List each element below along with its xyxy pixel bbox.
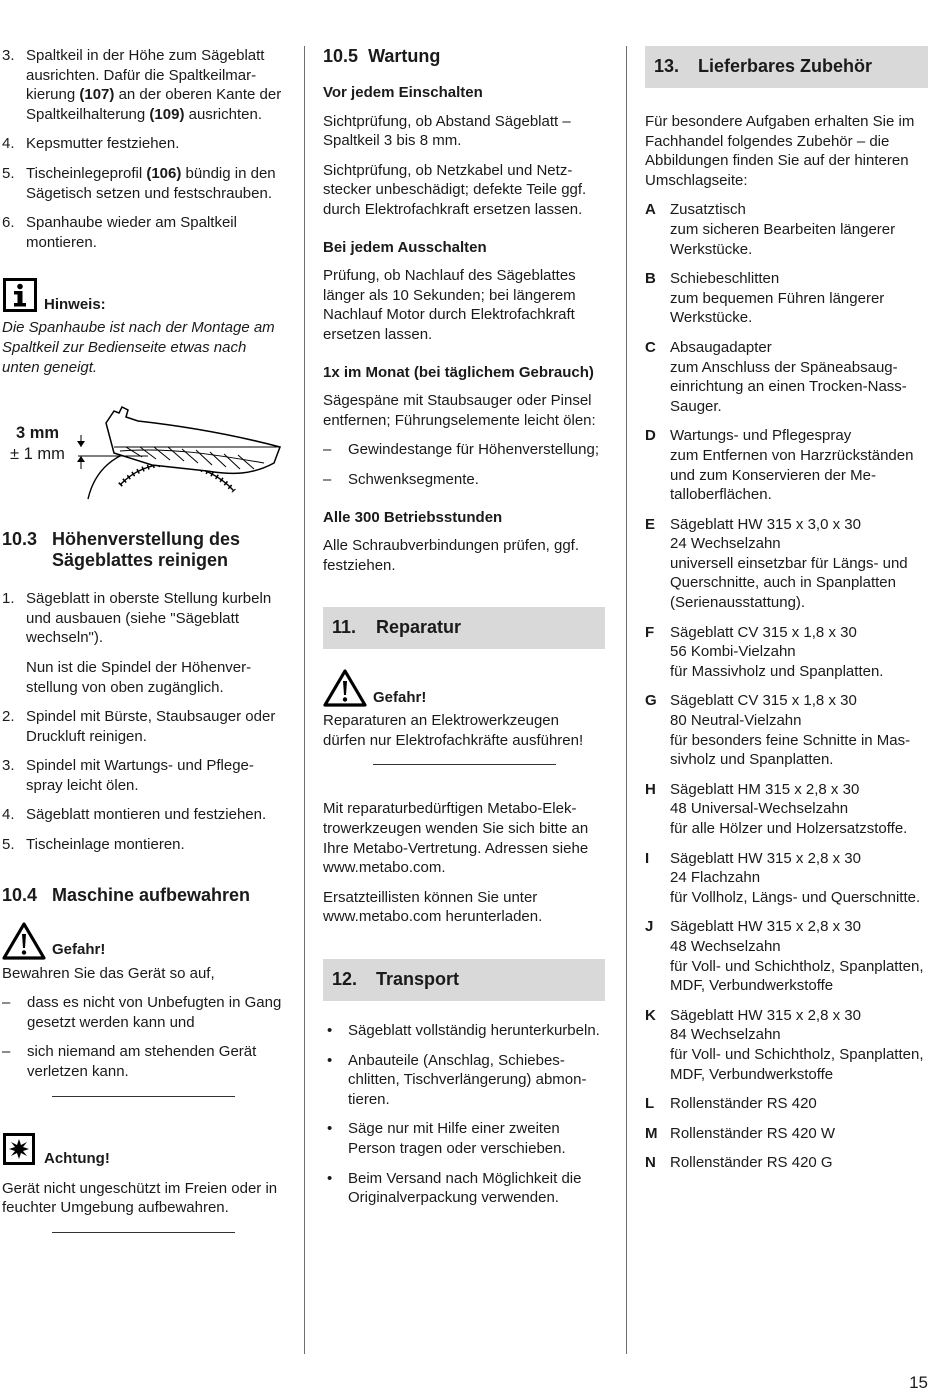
accessory-letter: A (645, 201, 656, 219)
caution-text: Gerät nicht ungeschützt im Freien oder in feuchter Umgebung aufbewahren. (2, 1179, 278, 1217)
accessory-item (645, 515, 928, 613)
spanhaube-figure (2, 403, 284, 501)
accessory-line: 84 Wechselzahn (670, 1026, 781, 1044)
figure-label-tolerance: ± 1 mm (10, 445, 65, 464)
section-heading-12: 12. Transport (323, 959, 605, 1001)
danger-heading: Gefahr! (323, 669, 605, 707)
accessory-line: 24 Flachzahn (670, 869, 761, 887)
accessory-item (645, 691, 928, 769)
section-heading-13: 13. Lieferbares Zubehör (645, 46, 928, 88)
accessory-line: zum Entfernen von Harzrückständen und zum Konservieren der Metalloberflächen. (670, 446, 914, 504)
column-right (645, 46, 928, 1183)
subheading-after-stop: Bei jedem Ausschalten (323, 238, 487, 256)
dash-item: – dass es nicht von Unbefugten in Gang gesetzt werden kann und (2, 994, 282, 1031)
accessory-item (645, 1153, 928, 1173)
accessory-list (645, 200, 928, 1173)
accessory-line: 48 Universal-Wechselzahn (670, 800, 849, 818)
column-divider-2 (626, 46, 627, 1354)
subheading-before-start: Vor jedem Einschalten (323, 84, 483, 101)
accessory-line: Sägeblatt HW 315 x 2,8 x 30 (670, 918, 861, 936)
caution-heading: Achtung! (2, 1133, 284, 1165)
bullet-item: • Sägeblatt vollständig herunterkurbeln. (327, 1022, 600, 1040)
accessory-item (645, 200, 928, 259)
accessory-line: für besonders feine Schnitte in Massivholz und Spanplatten. (670, 731, 911, 769)
accessory-line: Rollenständer RS 420 G (670, 1154, 833, 1172)
info-icon (3, 278, 37, 312)
accessory-line: Zusatztisch (670, 201, 746, 219)
accessory-item (645, 338, 928, 416)
accessory-line: Schiebeschlitten (670, 270, 780, 288)
warning-triangle-icon (323, 669, 367, 707)
accessory-letter: F (645, 623, 655, 641)
accessory-letter: L (645, 1095, 655, 1113)
step-item: 4. Kepsmutter festziehen. (2, 135, 180, 153)
accessory-intro: Für besondere Aufgaben erhalten Sie im Fachhandel folgendes Zubehör – die Abbildungen finden Sie auf der hinteren Umschlagseite: (645, 113, 915, 189)
accessory-letter: G (645, 692, 657, 710)
column-divider-1 (304, 46, 305, 1354)
step-item: 3. Spindel mit Wartungs- und Pflegespray leicht ölen. (2, 757, 254, 794)
accessory-line: für alle Hölzer und Holzersatzstoffe. (670, 820, 908, 837)
dash-item: – Schwenksegmente. (323, 470, 479, 488)
accessory-line: universell einsetzbar für Längs- und Querschnitte, auch in Spanplatten (Serienausstattung). (670, 554, 908, 612)
accessory-item (645, 780, 928, 839)
accessory-item (645, 917, 928, 995)
section-heading-10-4: 10.4 Maschine aufbewahren (2, 884, 251, 905)
dash-item: – sich niemand am stehenden Gerät verletzen kann. (2, 1043, 257, 1081)
accessory-line: Sägeblatt CV 315 x 1,8 x 30 (670, 692, 857, 710)
accessory-line: Sägeblatt HW 315 x 2,8 x 30 (670, 849, 861, 867)
accessory-line: 80 Neutral-Vielzahn (670, 712, 802, 730)
page-number: 15 (909, 1373, 928, 1392)
note-text: Die Spanhaube ist nach der Montage am Spaltkeil zur Bedienseite etwas nach unten geneigt. (2, 319, 275, 376)
accessory-line: Sägeblatt HM 315 x 2,8 x 30 (670, 780, 860, 798)
accessory-line: Sägeblatt HW 315 x 3,0 x 30 (670, 515, 861, 533)
accessory-item (645, 1006, 928, 1084)
accessory-letter: B (645, 270, 656, 288)
section-heading-11: 11. Reparatur (323, 607, 605, 649)
accessory-line: 24 Wechselzahn (670, 535, 781, 553)
subheading-300-hours: Alle 300 Betriebsstunden (323, 508, 503, 526)
accessory-letter: M (645, 1124, 658, 1142)
accessory-letter: I (645, 849, 650, 867)
accessory-line: Sägeblatt HW 315 x 2,8 x 30 (670, 1006, 861, 1024)
accessory-line: Absaugadapter (670, 338, 772, 356)
accessory-item (645, 426, 928, 504)
accessory-line: für Voll- und Schichtholz, Spanplatten, MDF, Verbundwerkstoffe (670, 1045, 924, 1083)
step-item: 3. Spaltkeil in der Höhe zum Sägeblatt ausrichten. Dafür die Spaltkeilmarkierung (107) an der oberen Kante der Spaltkeilhalterung (109) ausrichten. (2, 47, 282, 123)
accessory-item (645, 849, 928, 908)
accessory-letter: N (645, 1154, 656, 1172)
storage-intro: Bewahren Sie das Gerät so auf, (2, 964, 215, 982)
accessory-line: 56 Kombi-Vielzahn (670, 643, 796, 661)
accessory-item (645, 1124, 928, 1144)
accessory-line: für Massivholz und Spanplatten. (670, 662, 884, 680)
accessory-line: Wartungs- und Pflegespray (670, 427, 852, 445)
accessory-letter: D (645, 427, 656, 445)
accessory-line: Rollenständer RS 420 (670, 1095, 817, 1113)
accessory-item (645, 269, 928, 328)
figure-label-3mm: 3 mm (16, 424, 60, 443)
accessory-item (645, 623, 928, 682)
step-item: Nun ist die Spindel der Höhenverstellung von oben zugänglich. (26, 658, 252, 696)
accessory-letter: H (645, 780, 656, 798)
dash-item: – Gewindestange für Höhenverstellung; (323, 441, 599, 459)
danger-heading: Gefahr! (2, 922, 284, 960)
warning-triangle-icon (2, 922, 46, 960)
section-heading-10-3: 10.3 Höhenverstellung des Sägeblattes reinigen (2, 529, 241, 571)
note-heading: Hinweis: (2, 276, 284, 314)
accessory-line: 48 Wechselzahn (670, 937, 781, 955)
step-item: 1. Sägeblatt in oberste Stellung kurbeln und ausbauen (siehe "Sägeblatt wechseln"). (2, 590, 272, 647)
caution-burst-icon (3, 1133, 35, 1165)
step-item: 4. Sägeblatt montieren und festziehen. (2, 806, 267, 824)
bullet-item: • Säge nur mit Hilfe einer zweiten Person tragen oder verschieben. (327, 1120, 566, 1157)
accessory-line: für Voll- und Schichtholz, Spanplatten, MDF, Verbundwerkstoffe (670, 957, 924, 995)
bullet-item: • Anbauteile (Anschlag, Schiebeschlitten, Tischverlängerung) abmontieren. (327, 1051, 587, 1108)
step-item: 5. Tischeinlegeprofil (106) bündig in den Sägetisch setzen und festschrauben. (2, 164, 276, 202)
bullet-item: • Beim Versand nach Möglichkeit die Originalverpackung verwenden. (327, 1169, 582, 1207)
accessory-letter: K (645, 1006, 656, 1024)
accessory-letter: C (645, 338, 656, 356)
accessory-line: zum sicheren Bearbeiten längerer Werkstücke. (670, 220, 896, 258)
step-item: 2. Spindel mit Bürste, Staubsauger oder Druckluft reinigen. (2, 708, 276, 745)
accessory-line: Rollenständer RS 420 W (670, 1124, 836, 1142)
accessory-line: für Vollholz, Längs- und Querschnitte. (670, 888, 921, 906)
accessory-letter: J (645, 918, 654, 936)
accessory-line: zum bequemen Führen längerer Werkstücke. (670, 289, 885, 327)
column-left (2, 46, 284, 1233)
accessory-item (645, 1094, 928, 1114)
accessory-letter: E (645, 515, 656, 533)
step-item: 6. Spanhaube wieder am Spaltkeil montieren. (2, 214, 237, 251)
section-heading-10-5: 10.5 Wartung (323, 46, 441, 66)
subheading-monthly: 1x im Monat (bei täglichem Gebrauch) (323, 363, 594, 381)
column-middle: 10.5 Wartung Vor jedem Einschalten Sichtprüfung, ob Abstand Sägeblatt – Spaltkeil 3 bis 8 mm. Sichtprüfung, ob Netzkabel und Netzstecker unbeschädigt; defekte Teile ggf. durch Elektrofachkraft ersetzen lassen. Bei jedem Ausschalten Prüfung, ob Nachlauf des Sägeblattes länger als 10 Sekunden; bei längerem Nachlauf Motor durch Elektrofachkraft ersetzen lassen. 1x im Monat (bei täglichem Gebrauch) Sägespäne mit Staubsauger oder Pinsel entfernen; Führungselemente leicht ölen: – Gewindestange für Höhenverstellung; – Schwenksegmente. Alle 300 Betriebsstunden Alle Schraubverbindungen prüfen, ggf. festziehen. 11. Reparatur Gefahr! Reparaturen an Elektrowerkzeugen dürfen nur Elektrofachkräfte ausführen! Mit reparaturbedürftigen Metabo-Elektrowerkzeugen wenden Sie sich bitte an Ihre Metabo-Vertretung. Adressen siehe www.metabo.com. Ersatzteillisten können Sie unter www.metabo.com herunterladen. 12. Transport • Sägeblatt vollständig herunterkurbeln. • Anbauteile (Anschlag, Schiebeschlitten, Tischverlängerung) abmontieren. • Säge nur mit Hilfe einer zweiten Person tragen oder verschieben. • Beim Versand nach Möglichkeit die Originalverpackung verwenden. (323, 46, 605, 1218)
separator-rule (52, 1232, 235, 1233)
step-item: 5. Tischeinlage montieren. (2, 836, 185, 854)
accessory-line: zum Anschluss der Späneabsaugeinrichtung an einen Trocken-Nass-Sauger. (670, 358, 907, 415)
accessory-line: Sägeblatt CV 315 x 1,8 x 30 (670, 623, 857, 641)
